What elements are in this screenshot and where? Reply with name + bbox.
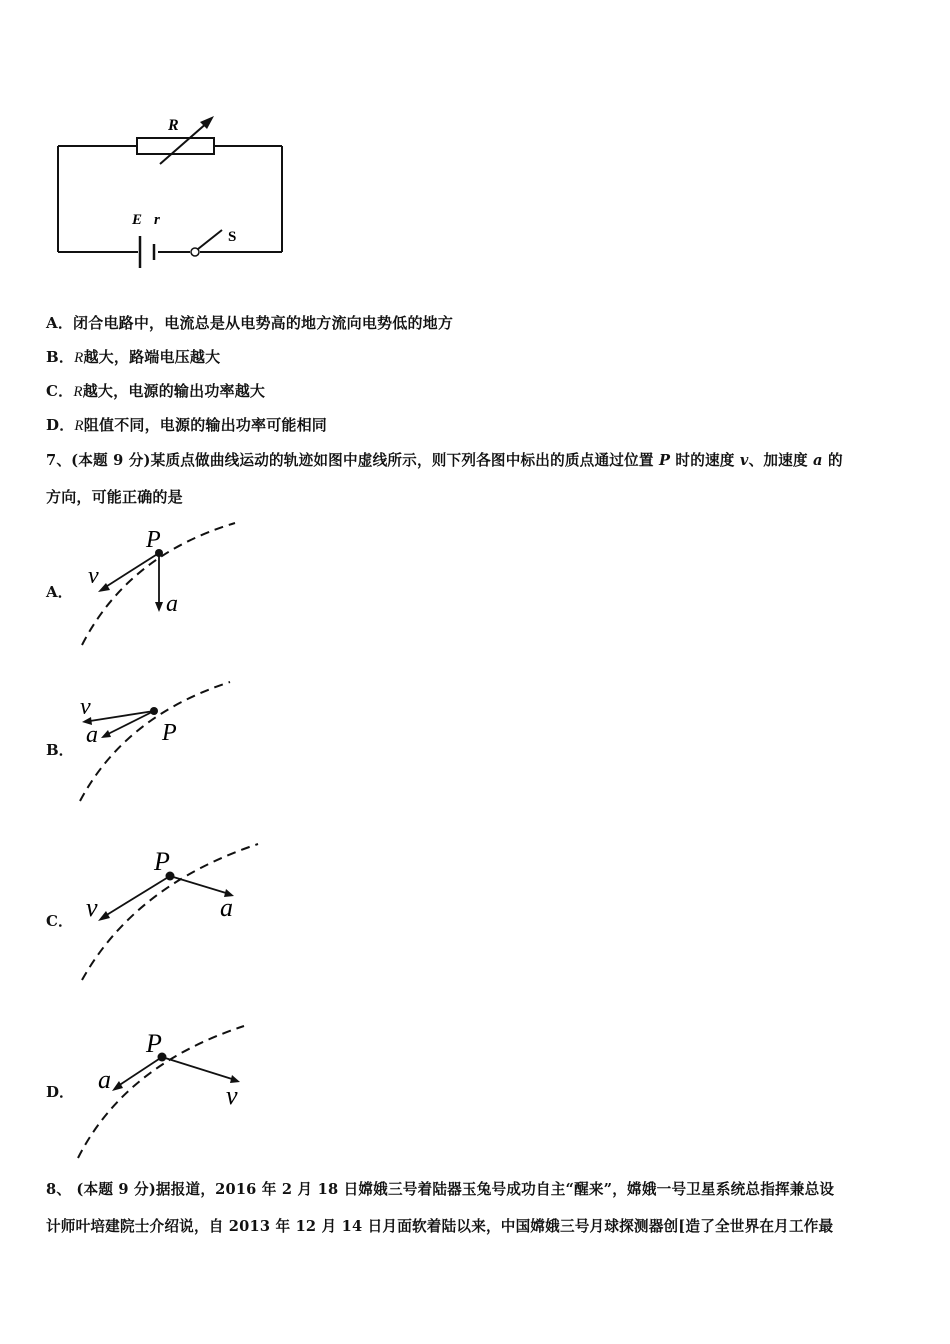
acceleration-label: a	[220, 893, 233, 922]
acceleration-label: a	[86, 722, 98, 748]
point-p-label: P	[162, 720, 177, 746]
velocity-label: v	[226, 1081, 238, 1110]
circuit-diagram	[40, 108, 300, 288]
velocity-label: v	[88, 563, 99, 589]
q7-option-b-label: B．	[46, 741, 74, 759]
q6-option-c: C．R越大，电源的输出功率越大	[46, 382, 266, 400]
q6-option-a: A．闭合电路中，电流总是从电势高的地方流向电势低的地方	[46, 314, 454, 332]
q8-line2: 计师叶培建院士介绍说，自 2013 年 12 月 14 日月面软着陆以来，中国嫦娥三号月球探测器创[造了全世界在月工作最	[46, 1218, 834, 1235]
point-p-label: P	[154, 847, 170, 876]
acceleration-label: a	[98, 1065, 111, 1094]
q7-stem-line2: 方向，可能正确的是	[46, 488, 183, 506]
q7-option-a-figure	[70, 515, 250, 655]
q7-option-b-figure	[70, 676, 250, 806]
q8-line1: 8、 (本题 9 分)据报道，2016 年 2 月 18 日嫦娥三号着陆器玉兔号成功自主“醒来”，嫦娥一号卫星系统总指挥兼总设	[46, 1181, 835, 1198]
switch-label: S	[228, 229, 237, 245]
q7-option-d-label: D．	[46, 1083, 75, 1101]
q7-stem-line1: 7、(本题 9 分)某质点做曲线运动的轨迹如图中虚线所示，则下列各图中标出的质点通过位置 P 时的速度 v、加速度 a 的	[46, 452, 843, 469]
internal-resistance-label: r	[154, 212, 160, 228]
q6-option-b: B．R越大，路端电压越大	[46, 348, 221, 366]
point-p-label: P	[146, 1029, 162, 1058]
q6-option-d: D．R阻值不同，电源的输出功率可能相同	[46, 416, 327, 434]
q7-option-c-figure	[70, 840, 270, 985]
point-p-label: P	[146, 527, 161, 553]
acceleration-label: a	[166, 591, 178, 617]
q7-option-d-figure	[70, 1020, 260, 1160]
resistor-label: R	[168, 117, 179, 134]
q7-option-a-label: A．	[46, 583, 73, 601]
emf-label: E	[132, 212, 143, 228]
q7-option-c-label: C．	[46, 912, 73, 930]
velocity-label: v	[80, 694, 91, 720]
velocity-label: v	[86, 893, 98, 922]
